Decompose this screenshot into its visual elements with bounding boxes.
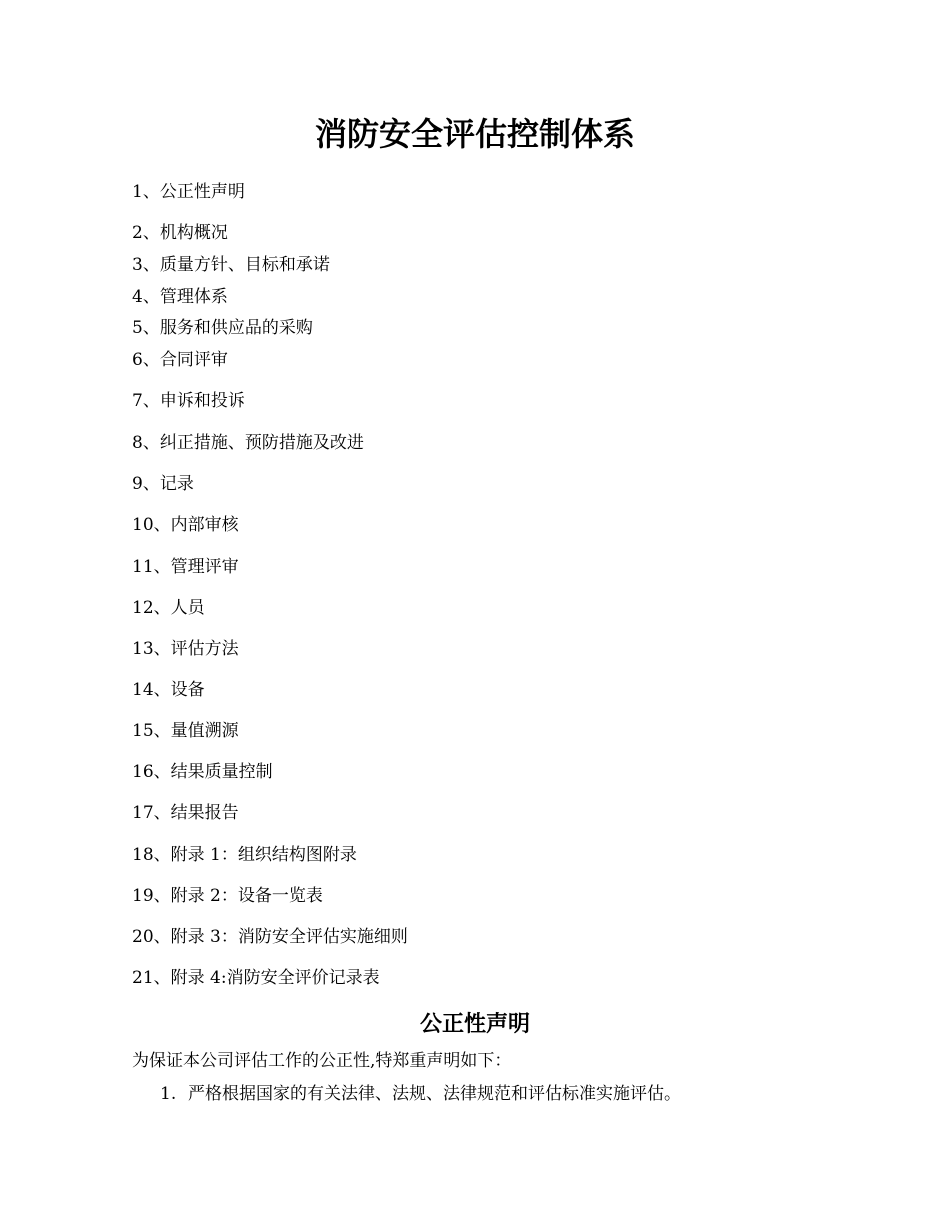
toc-item: 17、结果报告 xyxy=(132,803,239,823)
toc-item: 13、评估方法 xyxy=(132,639,239,659)
section-heading: 公正性声明 xyxy=(419,1011,530,1037)
toc-item: 2、机构概况 xyxy=(132,223,228,243)
numbered-list-item xyxy=(160,1082,681,1106)
toc-item: 14、设备 xyxy=(132,680,205,700)
toc-item: 6、合同评审 xyxy=(132,350,228,370)
toc-item: 10、内部审核 xyxy=(132,515,239,535)
toc-item: 7、申诉和投诉 xyxy=(132,391,245,411)
toc-item: 4、管理体系 xyxy=(132,287,228,307)
toc-item: 16、结果质量控制 xyxy=(132,762,273,782)
toc-item: 12、人员 xyxy=(132,598,205,618)
toc-item: 15、量值溯源 xyxy=(132,721,239,741)
toc-item: 5、服务和供应品的采购 xyxy=(132,318,313,338)
toc-item: 20、附录 3：消防安全评估实施细则 xyxy=(132,927,408,947)
toc-item: 9、记录 xyxy=(132,474,194,494)
toc-item: 8、纠正措施、预防措施及改进 xyxy=(132,433,364,453)
document-title: 消防安全评估控制体系 xyxy=(314,115,635,153)
toc-item: 21、附录 4:消防安全评价记录表 xyxy=(132,968,380,988)
toc-item: 18、附录 1：组织结构图附录 xyxy=(132,845,357,865)
intro-paragraph: 为保证本公司评估工作的公正性,特郑重声明如下： xyxy=(132,1051,512,1071)
list-item-text: 严格根据国家的有关法律、法规、法律规范和评估标准实施评估。 xyxy=(188,1084,681,1104)
toc-item: 19、附录 2：设备一览表 xyxy=(132,886,323,906)
toc-item: 3、质量方针、目标和承诺 xyxy=(132,255,330,275)
toc-item: 1、公正性声明 xyxy=(132,182,245,202)
list-item-number: 1. xyxy=(160,1084,177,1104)
toc-item: 11、管理评审 xyxy=(132,557,239,577)
